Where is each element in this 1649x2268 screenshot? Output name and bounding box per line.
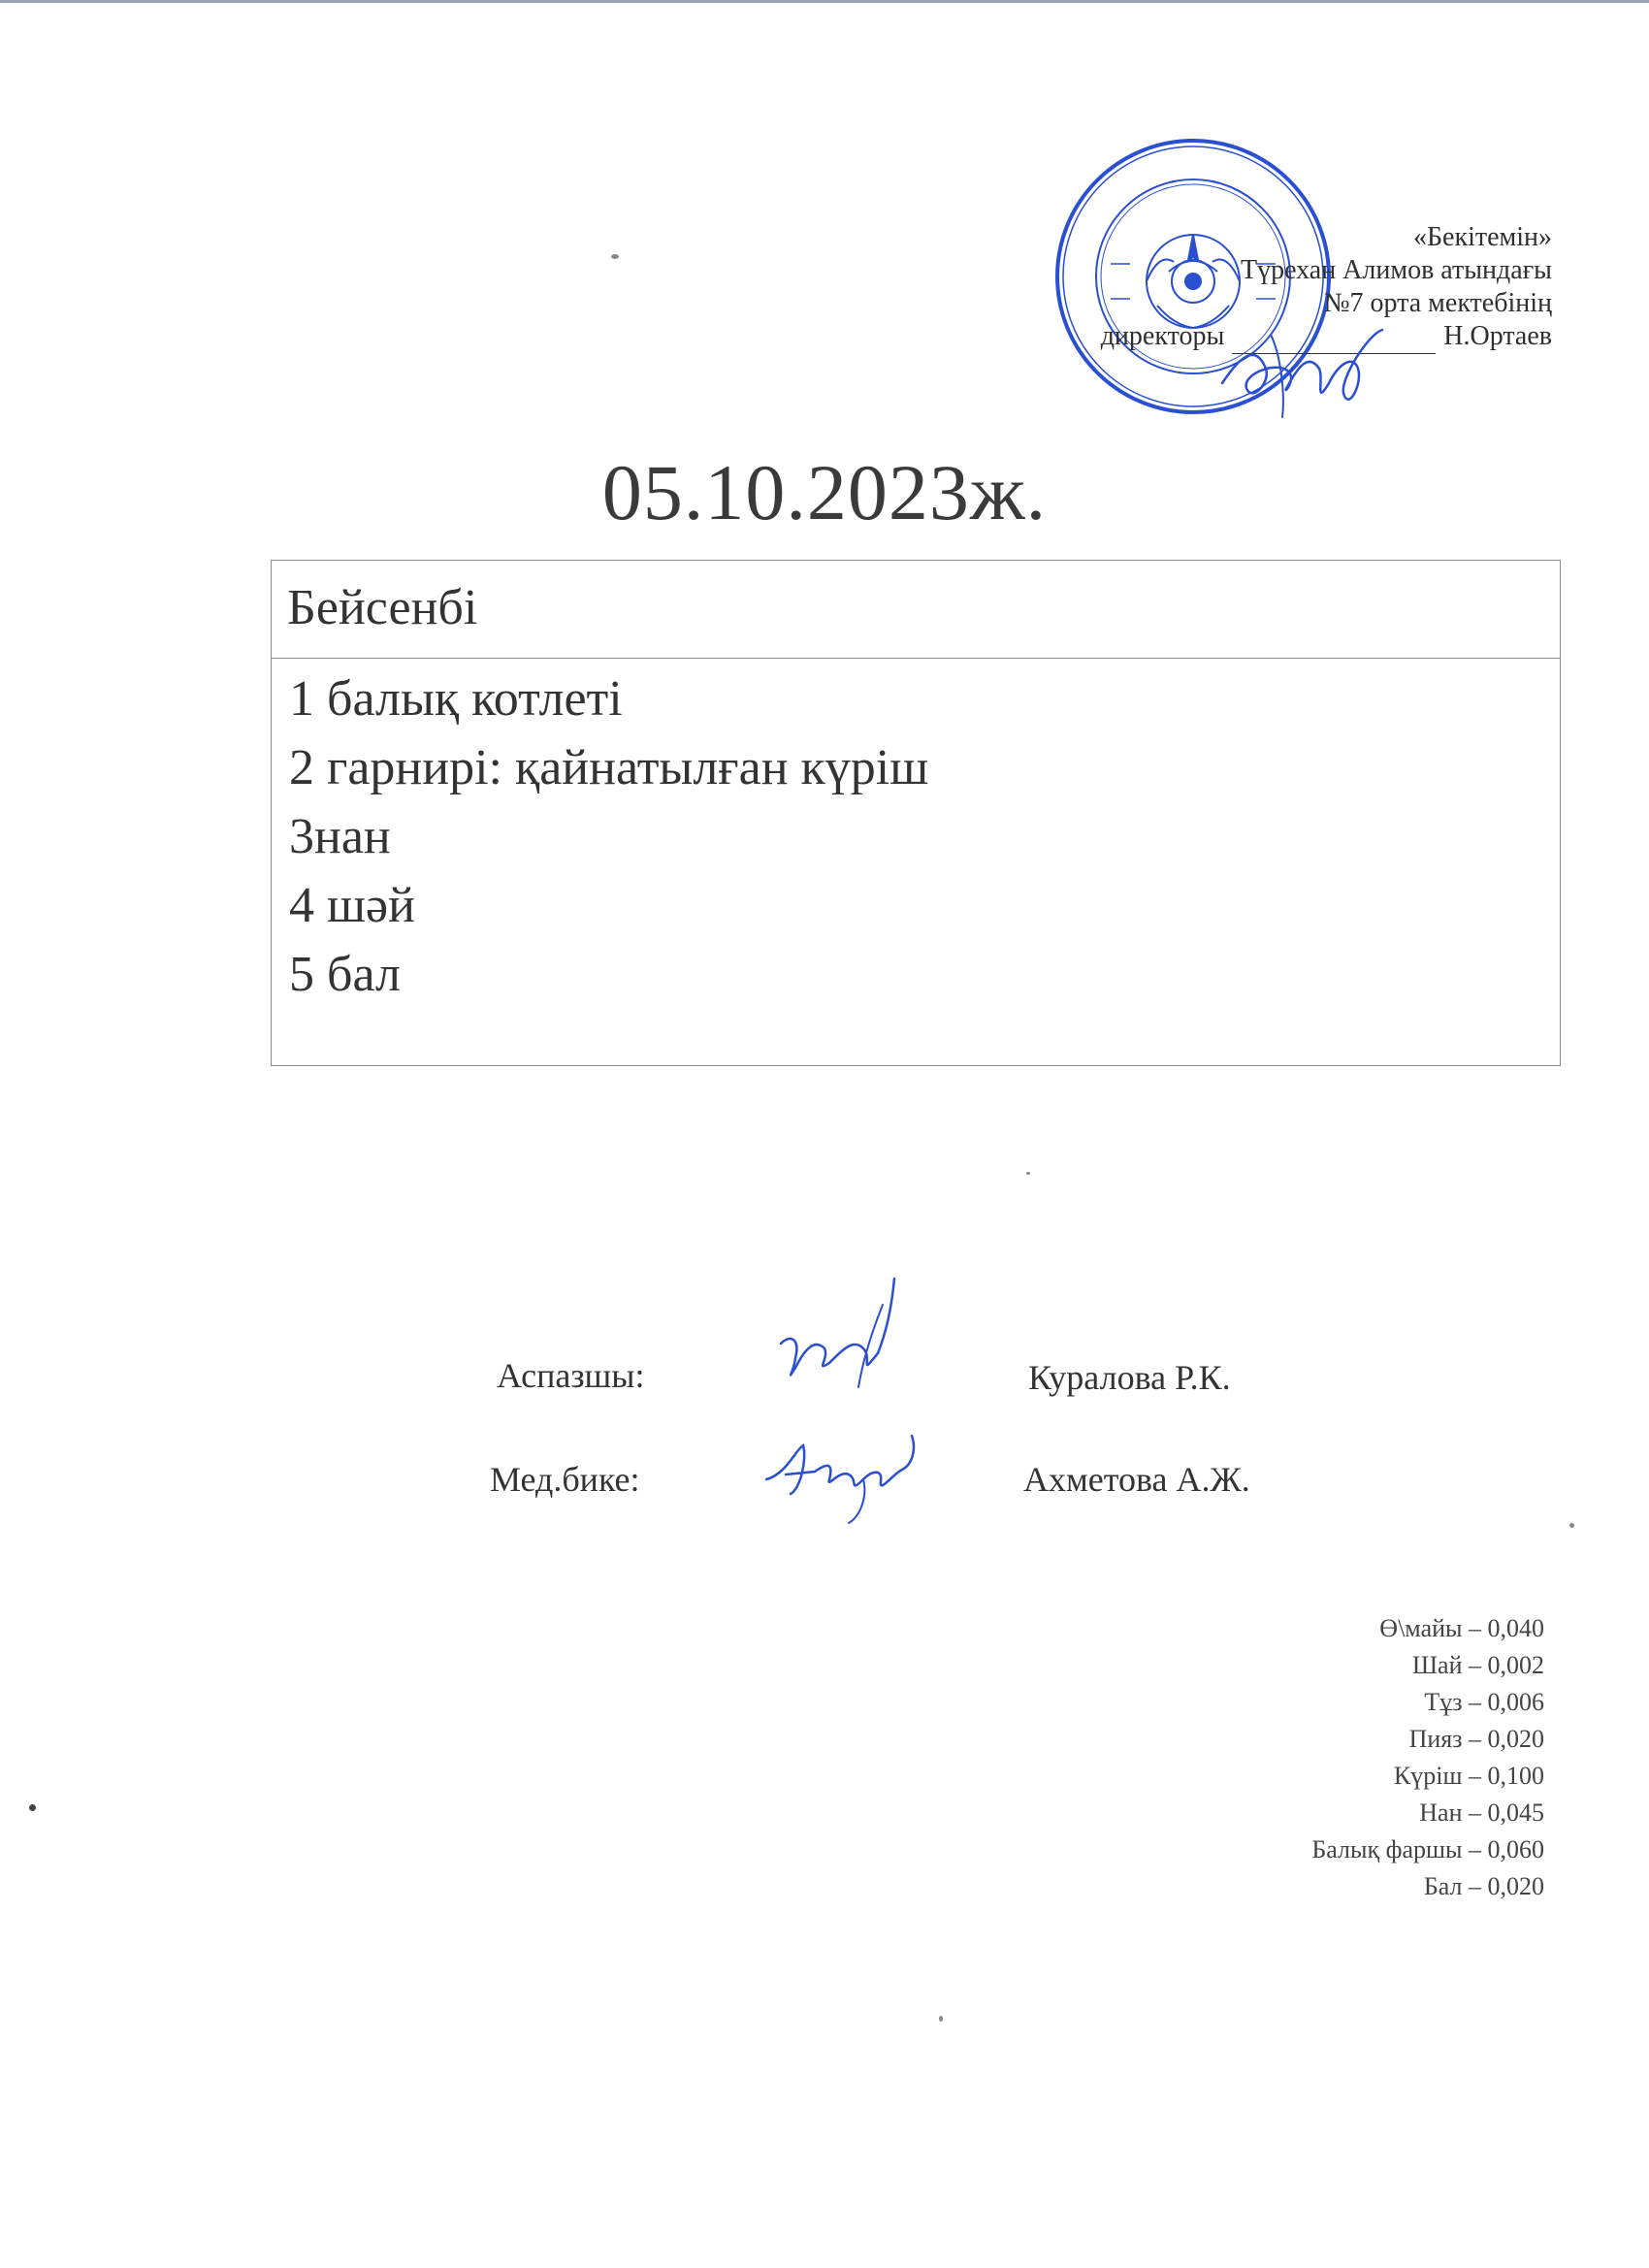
nurse-label: Мед.бике: bbox=[490, 1460, 640, 1499]
menu-item: 4 шәй bbox=[289, 878, 415, 933]
scan-speck bbox=[1569, 1523, 1574, 1528]
ingredient-item: Ө\майы – 0,040 bbox=[1379, 1614, 1544, 1642]
cook-label: Аспазшы: bbox=[497, 1356, 645, 1395]
ingredient-item: Күріш – 0,100 bbox=[1393, 1762, 1544, 1790]
menu-item: 2 гарнирі: қайнатылған күріш bbox=[289, 740, 929, 795]
approval-line-1: Түрехан Алимов атындағы bbox=[1240, 255, 1552, 285]
scan-speck bbox=[1026, 1172, 1030, 1175]
nurse-name: Ахметова А.Ж. bbox=[1023, 1460, 1250, 1499]
ingredient-list bbox=[1311, 1610, 1544, 1905]
director-label: директоры bbox=[1100, 321, 1225, 351]
approval-heading: «Бекітемін» bbox=[1412, 222, 1552, 252]
menu-date: 05.10.2023ж. bbox=[601, 448, 1048, 536]
ingredient-item: Шай – 0,002 bbox=[1411, 1651, 1544, 1679]
top-scan-edge bbox=[0, 0, 1649, 3]
scan-speck bbox=[29, 1804, 36, 1811]
cook-signature bbox=[766, 1271, 912, 1407]
menu-item: 5 бал bbox=[289, 947, 401, 1002]
ingredient-item: Нан – 0,045 bbox=[1419, 1798, 1544, 1827]
menu-table bbox=[271, 560, 1561, 1066]
menu-item: 3нан bbox=[289, 809, 391, 864]
director-signature bbox=[1212, 315, 1387, 422]
approval-line-2: №7 орта мектебінің bbox=[1323, 288, 1552, 318]
menu-item: 1 балық котлеті bbox=[289, 671, 623, 727]
nurse-signature bbox=[757, 1421, 931, 1528]
scan-speck bbox=[611, 254, 619, 259]
scan-speck bbox=[939, 2016, 943, 2022]
menu-items bbox=[272, 659, 1560, 1009]
cook-name: Куралова Р.К. bbox=[1028, 1358, 1231, 1397]
director-name: Н.Ортаев bbox=[1443, 321, 1552, 351]
ingredient-item: Бал – 0,020 bbox=[1423, 1872, 1544, 1900]
ingredient-item: Пияз – 0,020 bbox=[1408, 1725, 1544, 1753]
ingredient-item: Тұз – 0,006 bbox=[1424, 1688, 1544, 1716]
menu-day: Бейсенбі bbox=[272, 561, 1560, 659]
ingredient-item: Балық фаршы – 0,060 bbox=[1311, 1835, 1544, 1863]
